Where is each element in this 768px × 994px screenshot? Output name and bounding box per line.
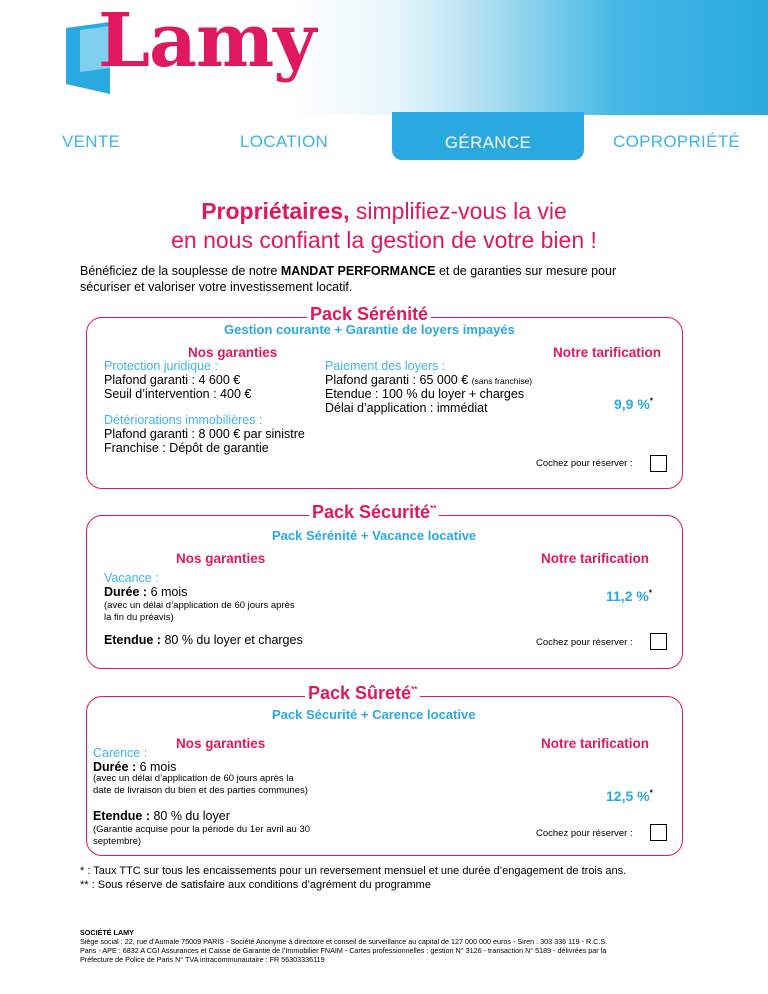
headline-bold: Propriétaires, (201, 198, 350, 224)
pack-surete-title-mark: ** (411, 685, 418, 694)
pack-securite-title-mark: ** (430, 504, 437, 513)
vacance-etendue (104, 633, 303, 648)
nav-copropriete[interactable]: COPROPRIÉTÉ (613, 132, 741, 151)
carence-title: Carence : (93, 746, 148, 760)
vacance-title: Vacance : (104, 571, 159, 585)
carence-duree-note-2: date de livraison du bien et des parties communes) (93, 785, 308, 796)
pack-serenite-title: Pack Sérénité (307, 304, 431, 325)
pack-serenite-checkbox[interactable] (650, 455, 667, 472)
intro-bold: MANDAT PERFORMANCE (280, 264, 436, 278)
vacance-duree-label: Durée : (104, 585, 148, 599)
intro-part2: et de garanties sur mesure pour (438, 264, 617, 278)
intro-part1: Bénéficiez de la souplesse de notre (80, 264, 278, 278)
pack-surete-title (305, 683, 420, 704)
paiement-line-3: Délai d’application : immédiat (325, 401, 488, 415)
deterioration-line-2: Franchise : Dépôt de garantie (104, 441, 269, 455)
protection-title: Protection juridique : (104, 359, 218, 373)
nav-vente[interactable]: VENTE (62, 132, 121, 151)
footer (80, 928, 680, 964)
lamy-logo[interactable] (60, 0, 320, 100)
pack-securite-guarantees-heading: Nos garanties (176, 551, 266, 566)
vacance-etendue-label: Etendue : (104, 633, 161, 647)
deterioration-line-1: Plafond garanti : 8 000 € par sinistre (104, 427, 305, 441)
deterioration-title: Détériorations immobilières : (104, 413, 263, 427)
pack-surete-reserve-label: Cochez pour réserver : (536, 828, 633, 839)
nav-gerance[interactable]: GÉRANCE (392, 112, 584, 160)
carence-etendue-note-1: (Garantie acquise pour la période du 1er avril au 30 (93, 824, 311, 835)
pack-securite-reserve-label: Cochez pour réserver : (536, 637, 633, 648)
pack-serenite-rate (614, 396, 653, 412)
pack-serenite-reserve-label: Cochez pour réserver : (536, 458, 633, 469)
pack-securite-rate-mark: * (648, 588, 652, 598)
intro-text (80, 263, 616, 295)
pack-securite-subtitle: Pack Sérénité + Vacance locative (272, 528, 477, 543)
protection-line-1: Plafond garanti : 4 600 € (104, 373, 241, 387)
intro-line2: sécuriser et valoriser votre investissement locatif. (80, 280, 353, 294)
pack-securite-rate-value: 11,2 % (606, 588, 649, 604)
carence-etendue-note-2: septembre) (93, 836, 142, 847)
pack-surete-guarantees-heading: Nos garanties (176, 736, 266, 751)
note-1: * : Taux TTC sur tous les encaissements pour un reversement mensuel et une durée d’engagement de trois ans. (80, 865, 627, 877)
vacance-duree-note-2: la fin du préavis) (104, 612, 174, 623)
pack-surete-rate-mark: * (649, 788, 653, 798)
footer-line-3: Préfecture de Police de Paris N° TVA intracommunautaire : FR 56303336119 (80, 955, 325, 964)
carence-duree-value: 6 mois (139, 760, 177, 774)
carence-etendue (93, 809, 230, 824)
footer-line-1: Siège social : 22, rue d’Aumale 75009 PARIS - Société Anonyme à directoire et conseil de surveillance au capital de 127 000 000 euros - Siren : 303 336 119 - R.C.S. (80, 937, 608, 946)
pack-securite-pricing-heading: Notre tarification (541, 551, 650, 566)
paiement-line-1-note: (sans franchise) (471, 376, 533, 386)
carence-duree-label: Durée : (93, 760, 137, 774)
paiement-line-1-main: Plafond garanti : 65 000 € (325, 373, 469, 387)
vacance-duree (104, 585, 187, 600)
vacance-duree-note-1: (avec un délai d’application de 60 jours après (104, 600, 295, 611)
pack-serenite-pricing-heading: Notre tarification (553, 345, 662, 360)
carence-etendue-label: Etendue : (93, 809, 150, 823)
pack-serenite-rate-value: 9,9 % (614, 396, 650, 412)
pack-securite-rate (606, 588, 652, 604)
carence-duree-note-1: (avec un délai d’application de 60 jours après la (93, 773, 294, 784)
pack-surete-subtitle: Pack Sécurité + Carence locative (272, 707, 476, 722)
headline-line2: en nous confiant la gestion de votre bien ! (171, 227, 597, 253)
vacance-etendue-value: 80 % du loyer et charges (164, 633, 303, 647)
pack-surete-rate-value: 12,5 % (606, 788, 650, 804)
vacance-duree-value: 6 mois (150, 585, 188, 599)
pack-surete-title-text: Pack Sûreté (308, 683, 412, 703)
footer-company: SOCIÉTÉ LAMY (80, 928, 134, 937)
paiement-line-2: Etendue : 100 % du loyer + charges (325, 387, 525, 401)
carence-etendue-value: 80 % du loyer (153, 809, 230, 823)
protection-line-2: Seuil d’intervention : 400 € (104, 387, 252, 401)
nav-location[interactable]: LOCATION (240, 132, 329, 151)
footer-line-2: Paris - APE : 6832 A CGI Assurances et Caisse de Garantie de l’Immobilier FNAIM - Cartes professionnelles : gestion N° 3126 - transaction N° 5189 - délivrées par la (80, 946, 607, 955)
note-2: ** : Sous réserve de satisfaire aux conditions d’agrément du programme (80, 879, 431, 891)
logo-wordmark: Lamy (98, 0, 316, 84)
pack-surete-rate (606, 788, 653, 804)
pack-serenite-guarantees-heading: Nos garanties (188, 345, 278, 360)
pack-serenite-subtitle: Gestion courante + Garantie de loyers impayés (224, 322, 515, 337)
headline-line1 (0, 198, 768, 225)
pack-surete-checkbox[interactable] (650, 824, 667, 841)
pack-securite-title-text: Pack Sécurité (312, 502, 431, 522)
paiement-title: Paiement des loyers : (325, 359, 446, 373)
pack-securite-checkbox[interactable] (650, 633, 667, 650)
headline-rest: simplifiez-vous la vie (355, 198, 567, 224)
pack-surete-pricing-heading: Notre tarification (541, 736, 650, 751)
pack-securite-title (309, 502, 439, 523)
pack-serenite-rate-mark: * (649, 396, 653, 406)
